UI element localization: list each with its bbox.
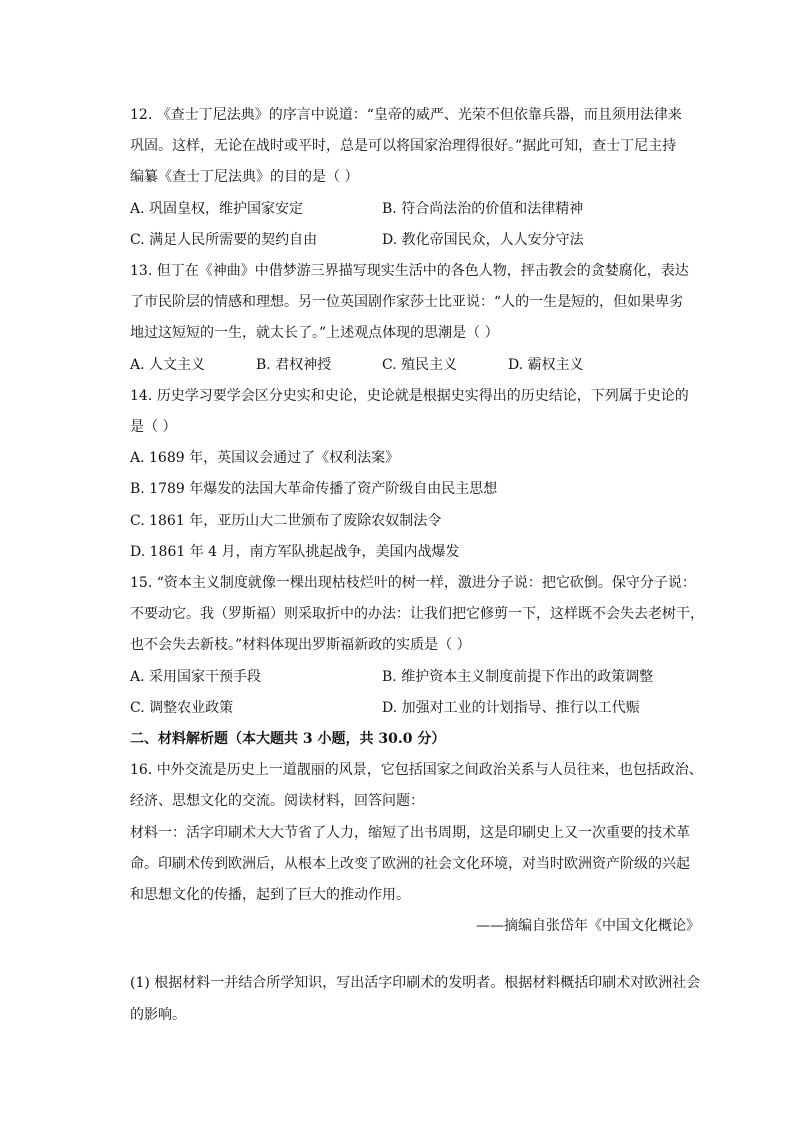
question-14-line-1: 14. 历史学习要学会区分史实和史论，史论就是根据史实得出的历史结论，下列属于史论的 (130, 387, 689, 404)
question-15-options-row-1 (130, 662, 700, 693)
question-15-option-d: D. 加强对工业的计划指导、推行以工代赈 (382, 699, 640, 716)
question-13-line-3: 地过这短短的一生，就太长了。”上述观点体现的思潮是（ ） (130, 325, 499, 342)
question-12-option-a: A. 巩固皇权，维护国家安定 (130, 200, 304, 217)
exam-content (130, 100, 704, 1031)
question-13-options-row (130, 350, 700, 381)
question-12 (130, 100, 700, 256)
sub-question-1-line-1: (1) 根据材料一并结合所学知识，写出活字印刷术的发明者。根据材料概括印刷术对欧洲社会 (130, 975, 701, 992)
question-14-option-d: D. 1861 年 4 月，南方军队挑起战争，美国内战爆发 (130, 543, 460, 560)
question-15 (130, 568, 704, 724)
question-12-option-d: D. 教化帝国民众，人人安分守法 (382, 231, 584, 248)
question-13-option-a: A. 人文主义 (130, 356, 206, 373)
material-1-source: ——摘编自张岱年《中国文化概论》 (476, 918, 700, 935)
question-12-line-3: 编纂《查士丁尼法典》的目的是（ ） (130, 169, 359, 186)
question-13-line-2: 了市民阶层的情感和理想。另一位英国剧作家莎士比亚说：“人的一生是短的，但如果卑劣 (130, 294, 684, 311)
question-12-option-b: B. 符合尚法治的价值和法律精神 (382, 200, 584, 217)
material-1-line-2: 命。印刷术传到欧洲后，从根本上改变了欧洲的社会文化环境，对当时欧洲资产阶级的兴起 (130, 855, 690, 872)
question-15-options-row-2 (130, 693, 700, 724)
question-15-option-b: B. 维护资本主义制度前提下作出的政策调整 (382, 668, 654, 685)
sub-question-1-line-2: 的影响。 (130, 1006, 186, 1023)
question-12-option-c: C. 满足人民所需要的契约自由 (130, 231, 318, 248)
question-14-option-b: B. 1789 年爆发的法国大革命传播了资产阶级自由民主思想 (130, 481, 498, 498)
question-13 (130, 256, 700, 381)
question-14-line-2: 是（ ） (130, 419, 177, 436)
question-13-option-d: D. 霸权主义 (508, 356, 584, 373)
question-13-option-c: C. 殖民主义 (382, 356, 458, 373)
question-12-line-1: 12. 《查士丁尼法典》的序言中说道：“皇帝的威严、光荣不但依靠兵器，而且须用法律来 (130, 107, 682, 123)
question-15-line-2: 不要动它。我（罗斯福）则采取折中的办法：让我们把它修剪一下，这样既不会失去老树干， (130, 606, 704, 623)
question-16-line-1: 16. 中外交流是历史上一道靓丽的风景，它包括国家之间政治关系与人员往来，也包括政治、 (130, 762, 703, 779)
section-2-heading: 二、材料解析题（本大题共 3 小题，共 30.0 分） (130, 731, 446, 748)
material-1-line-3: 和思想文化的传播，起到了巨大的推动作用。 (130, 887, 410, 904)
question-14-option-c: C. 1861 年，亚历山大二世颁布了废除农奴制法令 (130, 512, 442, 529)
question-15-line-3: 也不会失去新枝。”材料体现出罗斯福新政的实质是（ ） (130, 637, 471, 654)
question-13-line-1: 13. 但丁在《神曲》中借梦游三界描写现实生活中的各色人物，抨击教会的贪婪腐化，表达 (130, 263, 689, 280)
question-14-option-a: A. 1689 年，英国议会通过了《权利法案》 (130, 450, 400, 467)
question-13-option-b: B. 君权神授 (256, 356, 332, 373)
question-14 (130, 381, 700, 568)
question-16-line-2: 经济、思想文化的交流。阅读材料，回答问题： (130, 793, 424, 810)
question-12-options-row-2 (130, 225, 700, 256)
question-15-option-a: A. 采用国家干预手段 (130, 668, 262, 685)
question-16 (130, 755, 703, 1031)
question-12-options-row-1 (130, 194, 700, 225)
material-1-line-1: 材料一：活字印刷术大大节省了人力，缩短了出书周期，这是印刷史上又一次重要的技术革 (130, 824, 690, 841)
spacer (130, 942, 700, 968)
question-15-line-1: 15. “资本主义制度就像一棵出现枯枝烂叶的树一样，激进分子说：把它砍倒。保守分子说： (130, 575, 696, 592)
question-12-line-2: 巩固。这样，无论在战时或平时，总是可以将国家治理得很好。”据此可知，查士丁尼主持 (130, 138, 677, 155)
question-15-option-c: C. 调整农业政策 (130, 699, 234, 716)
